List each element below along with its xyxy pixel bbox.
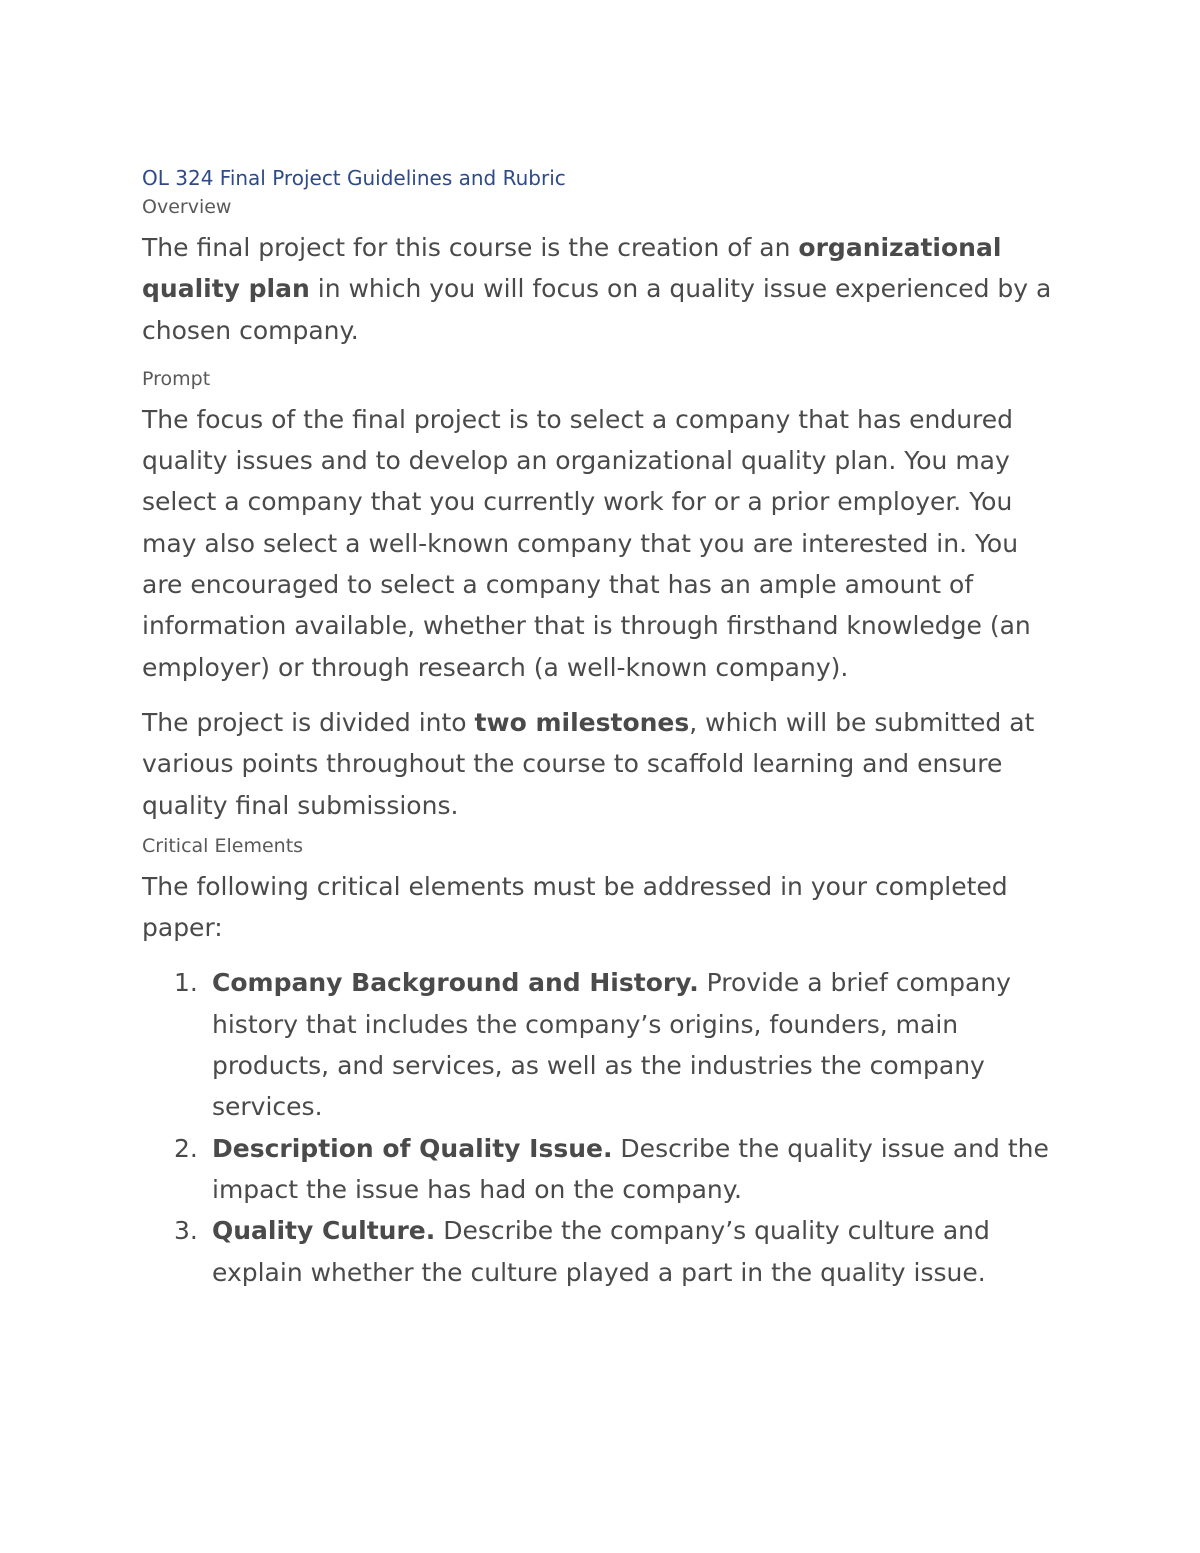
list-item-number: 1. [174,968,198,998]
overview-heading: Overview [142,196,232,218]
prompt-paragraph-2 [142,702,1062,826]
overview-text-start: The final project for this course is the creation of an [142,233,799,262]
overview-paragraph [142,227,1062,351]
prompt-p2-text-start: The project is divided into [142,707,475,737]
prompt-heading: Prompt [142,367,211,390]
critical-elements-list [142,962,1062,1292]
list-item-text: Describe the quality issue and the impact the issue has had on the company. [212,1133,1049,1204]
prompt-paragraph-1: The focus of the final project is to select a company that has endured quality issues and to develop an organizational quality plan. You may select a company that you currently work for or a prior employer. You may also select a well-known company that you are interested in. You are encouraged to select a company that has an ample amount of information available, whether that is through firsthand knowledge (an employer) or through research (a well-known company). [142,404,1031,682]
list-item-number: 3. [174,1216,198,1246]
overview-bold-term: organizational quality plan [142,233,1002,304]
prompt-p2-bold-term: two milestones [474,707,690,737]
prompt-p2-text-end: , which will be submitted at various points throughout the course to scaffold learning and ensure quality final submissions. [142,707,1035,820]
list-item-title: Description of Quality Issue. [212,1133,613,1163]
critical-elements-heading: Critical Elements [142,834,304,857]
list-item-text: Describe the company’s quality culture and explain whether the culture played a part in the quality issue. [212,1216,990,1287]
list-item-title: Quality Culture. [212,1216,436,1246]
document-title: OL 324 Final Project Guidelines and Rubric [142,166,566,190]
overview-text-end: in which you will focus on a quality issue experienced by a chosen company. [142,274,1052,345]
critical-elements-intro: The following critical elements must be addressed in your completed paper: [142,871,1008,943]
list-item [142,1128,1062,1211]
list-item-number: 2. [174,1133,198,1163]
list-item-text: Provide a brief company history that includes the company’s origins, founders, main products, and services, as well as the industries the company services. [212,968,1011,1122]
list-item-title: Company Background and History. [212,968,699,998]
list-item [142,1210,1062,1293]
list-item [142,962,1062,1127]
document-page [142,163,1062,1293]
